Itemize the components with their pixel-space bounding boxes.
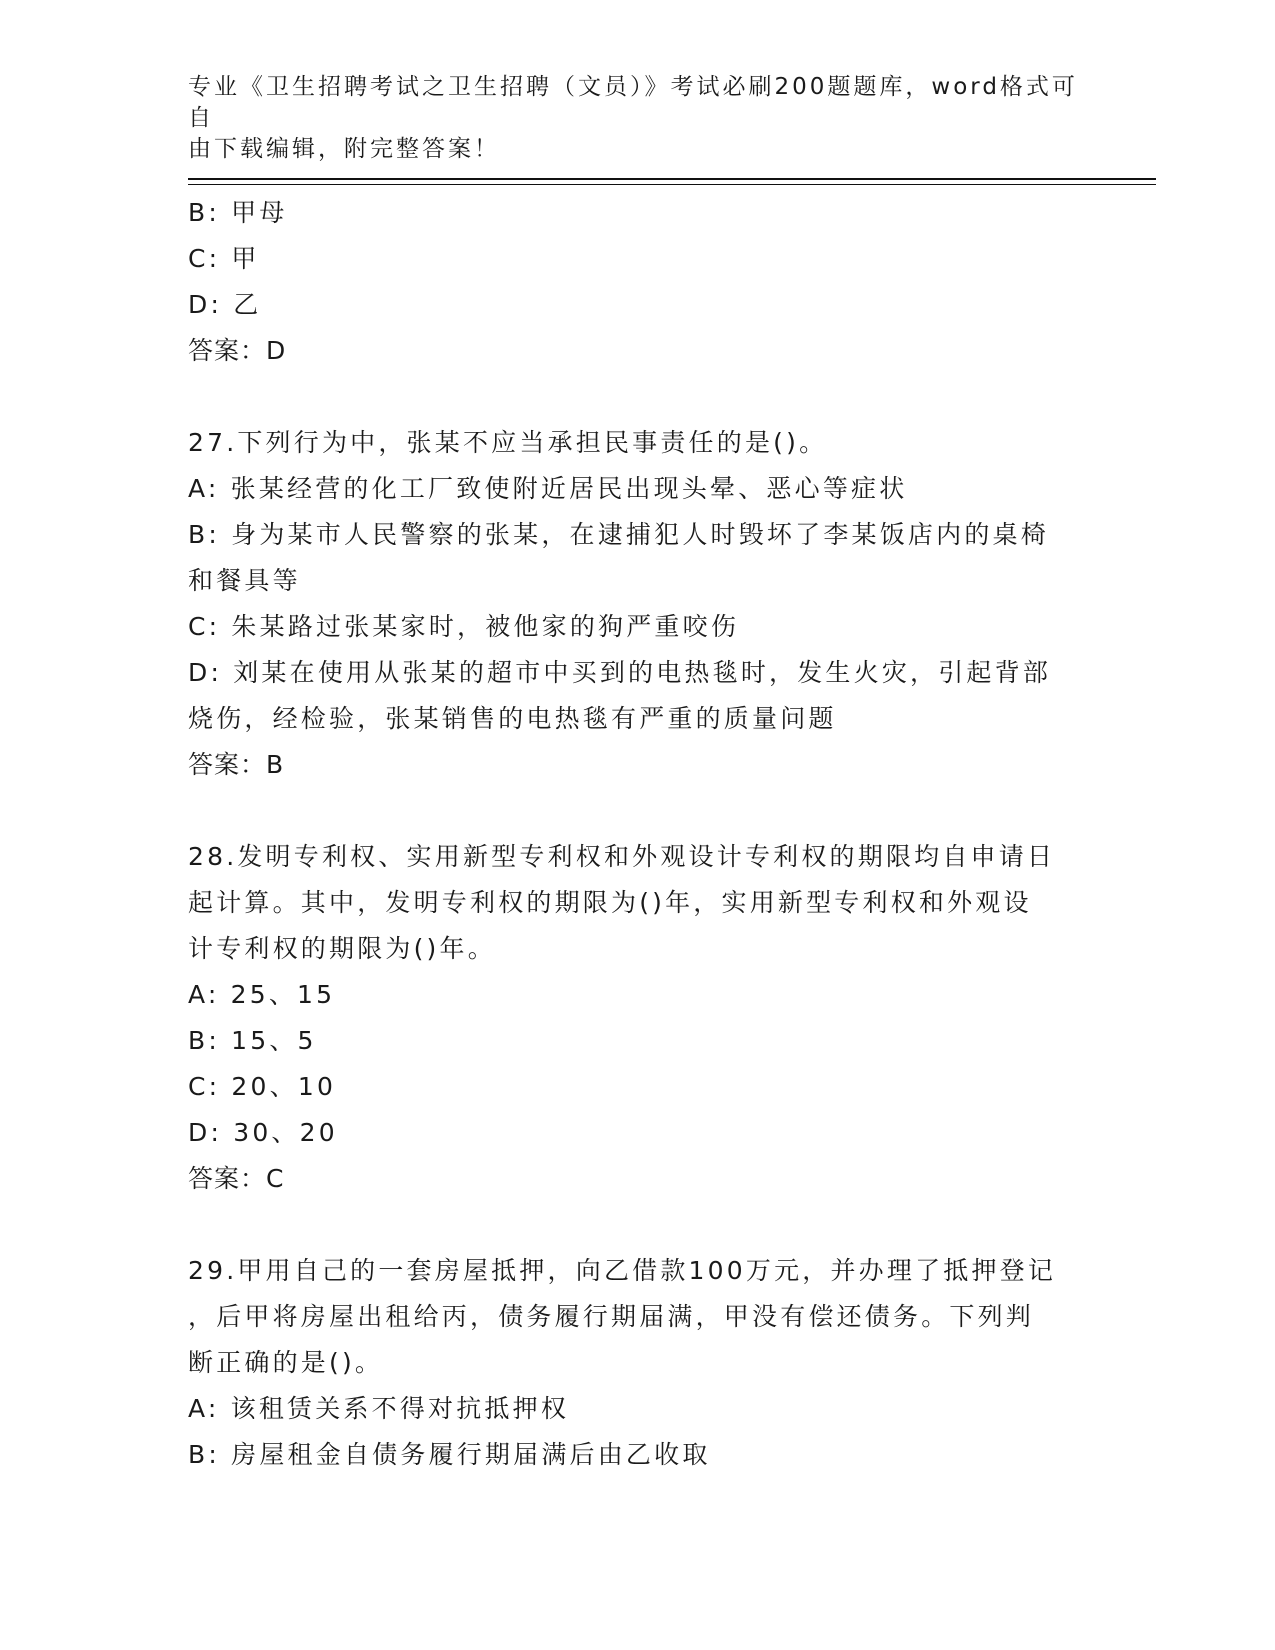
document-header <box>188 72 1088 165</box>
question-28 <box>188 834 1088 1202</box>
answer-label: 答案：C <box>188 1164 285 1193</box>
header-line-1: 专业《卫生招聘考试之卫生招聘（文员）》考试必刷200题题库，word格式可自 <box>188 74 1078 131</box>
question-stem: 28.发明专利权、实用新型专利权和外观设计专利权的期限均自申请日 <box>188 842 1056 871</box>
option-a: A: 该租赁关系不得对抗抵押权 <box>188 1394 570 1423</box>
question-stem: 29.甲用自己的一套房屋抵押，向乙借款100万元，并办理了抵押登记 <box>188 1256 1057 1285</box>
question-stem: 27.下列行为中，张某不应当承担民事责任的是()。 <box>188 428 828 457</box>
option-a: A: 张某经营的化工厂致使附近居民出现头晕、恶心等症状 <box>188 474 908 503</box>
option-b: B: 身为某市人民警察的张某，在逮捕犯人时毁坏了李某饭店内的桌椅 <box>188 520 1049 549</box>
answer-label: 答案：B <box>188 750 285 779</box>
question-stem-continued: ，后甲将房屋出租给丙，债务履行期届满，甲没有偿还债务。下列判 <box>188 1302 1035 1331</box>
option-d-continued: 烧伤，经检验，张某销售的电热毯有严重的质量问题 <box>188 704 837 733</box>
question-stem-continued: 起计算。其中，发明专利权的期限为()年，实用新型专利权和外观设 <box>188 888 1032 917</box>
option-a: A: 25、15 <box>188 980 336 1009</box>
answer-label: 答案：D <box>188 336 287 365</box>
option-b: B: 房屋租金自债务履行期届满后由乙收取 <box>188 1440 711 1469</box>
option-b-continued: 和餐具等 <box>188 566 301 595</box>
option-c: C: 20、10 <box>188 1072 337 1101</box>
option-d: D: 30、20 <box>188 1118 338 1147</box>
question-stem-continued: 断正确的是()。 <box>188 1348 384 1377</box>
header-divider-thick <box>188 178 1156 180</box>
option-d: D: 乙 <box>188 290 262 319</box>
header-divider-thin <box>188 184 1156 185</box>
header-line-2: 由下载编辑，附完整答案！ <box>188 136 500 162</box>
spacer <box>188 1202 1088 1248</box>
question-29 <box>188 1248 1088 1478</box>
option-c: C: 朱某路过张某家时，被他家的狗严重咬伤 <box>188 612 740 641</box>
question-stem-continued: 计专利权的期限为()年。 <box>188 934 496 963</box>
spacer <box>188 374 1088 420</box>
option-b: B: 甲母 <box>188 198 288 227</box>
question-27 <box>188 420 1088 788</box>
question-26 <box>188 190 1088 374</box>
question-list <box>188 190 1088 1478</box>
option-c: C: 甲 <box>188 244 260 273</box>
option-b: B: 15、5 <box>188 1026 317 1055</box>
option-d: D: 刘某在使用从张某的超市中买到的电热毯时，发生火灾，引起背部 <box>188 658 1052 687</box>
spacer <box>188 788 1088 834</box>
